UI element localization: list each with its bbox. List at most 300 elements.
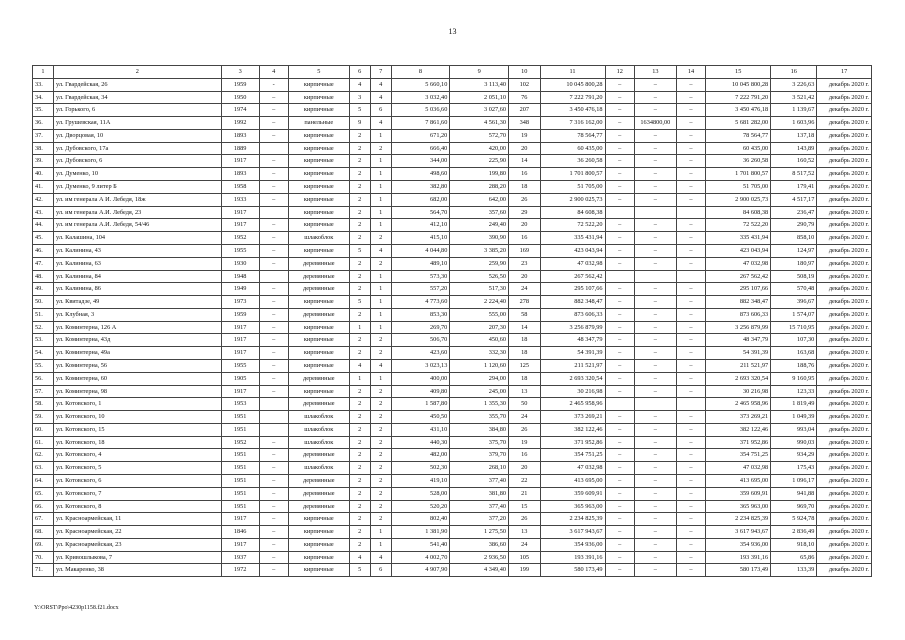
table-cell: – bbox=[676, 91, 705, 104]
table-cell: – bbox=[676, 385, 705, 398]
table-cell: декабрь 2020 г. bbox=[817, 436, 872, 449]
table-cell: ул. Дубовского, 17а bbox=[53, 142, 221, 155]
table-row bbox=[33, 526, 872, 539]
table-row bbox=[33, 283, 872, 296]
table-cell: 1917 bbox=[221, 385, 259, 398]
table-cell: 2 bbox=[370, 385, 391, 398]
table-cell: 63. bbox=[33, 462, 54, 475]
table-cell: 64. bbox=[33, 475, 54, 488]
table-cell: 1 bbox=[370, 526, 391, 539]
table-cell: 423,60 bbox=[391, 347, 450, 360]
table-cell: 2 bbox=[349, 129, 370, 142]
table-cell: 72 522,20 bbox=[706, 219, 771, 232]
table-cell: 29 bbox=[509, 206, 540, 219]
table-cell: – bbox=[259, 129, 288, 142]
table-row bbox=[33, 411, 872, 424]
table-cell bbox=[259, 142, 288, 155]
table-cell: – bbox=[634, 449, 676, 462]
table-cell: декабрь 2020 г. bbox=[817, 270, 872, 283]
table-cell: 2 465 958,96 bbox=[706, 398, 771, 411]
table-cell: 1 bbox=[370, 193, 391, 206]
table-cell bbox=[676, 398, 705, 411]
table-cell: – bbox=[259, 385, 288, 398]
table-cell: 918,10 bbox=[771, 538, 817, 551]
table-cell: 1 bbox=[370, 321, 391, 334]
table-cell: 68. bbox=[33, 526, 54, 539]
table-cell: 34. bbox=[33, 91, 54, 104]
column-header: 4 bbox=[259, 66, 288, 79]
table-cell: 2 bbox=[370, 398, 391, 411]
table-header-row bbox=[33, 66, 872, 79]
table-cell: 335 431,94 bbox=[706, 232, 771, 245]
table-cell: 4 bbox=[370, 78, 391, 91]
table-cell: 16 bbox=[509, 232, 540, 245]
table-cell: декабрь 2020 г. bbox=[817, 372, 872, 385]
table-row bbox=[33, 257, 872, 270]
table-cell: – bbox=[676, 436, 705, 449]
table-cell: 48. bbox=[33, 270, 54, 283]
table-cell: 71. bbox=[33, 564, 54, 577]
table-cell: 3 256 879,99 bbox=[706, 321, 771, 334]
table-cell: деревянные bbox=[288, 449, 349, 462]
table-cell: ул. Думенко, 9 литер Б bbox=[53, 181, 221, 194]
table-cell: 1917 bbox=[221, 155, 259, 168]
table-cell: – bbox=[259, 513, 288, 526]
table-cell: 19 bbox=[509, 436, 540, 449]
table-cell: 26 bbox=[509, 193, 540, 206]
table-cell: 72 522,20 bbox=[540, 219, 605, 232]
table-cell: 450,50 bbox=[391, 411, 450, 424]
table-cell: 1955 bbox=[221, 244, 259, 257]
table-cell: 4 bbox=[370, 551, 391, 564]
table-cell: 30 216,98 bbox=[540, 385, 605, 398]
table-cell: – bbox=[259, 347, 288, 360]
table-cell: декабрь 2020 г. bbox=[817, 244, 872, 257]
table-row bbox=[33, 219, 872, 232]
table-cell: 19 bbox=[509, 129, 540, 142]
table-cell: 1 bbox=[370, 219, 391, 232]
table-cell: ул. Котовского, 5 bbox=[53, 462, 221, 475]
table-cell: декабрь 2020 г. bbox=[817, 526, 872, 539]
table-cell: 41. bbox=[33, 181, 54, 194]
table-cell: шлакоблок bbox=[288, 411, 349, 424]
table-cell: ул. им генерала А.И. Лебедя, 23 bbox=[53, 206, 221, 219]
table-cell: – bbox=[676, 232, 705, 245]
table-cell: 137,18 bbox=[771, 129, 817, 142]
table-cell: 1933 bbox=[221, 193, 259, 206]
table-cell: – bbox=[605, 117, 634, 130]
table-cell: – bbox=[605, 155, 634, 168]
table-cell: – bbox=[605, 423, 634, 436]
table-cell: 557,20 bbox=[391, 283, 450, 296]
table-cell: – bbox=[634, 411, 676, 424]
table-cell: – bbox=[676, 296, 705, 309]
table-cell: 386,60 bbox=[450, 538, 509, 551]
table-cell: 2 bbox=[349, 308, 370, 321]
housing-table bbox=[32, 65, 872, 577]
table-cell: 62. bbox=[33, 449, 54, 462]
table-cell: ул. Калинина, 84 bbox=[53, 270, 221, 283]
table-cell: 70. bbox=[33, 551, 54, 564]
table-cell: декабрь 2020 г. bbox=[817, 283, 872, 296]
table-cell: – bbox=[259, 308, 288, 321]
table-cell: – bbox=[634, 372, 676, 385]
table-cell: 15 710,95 bbox=[771, 321, 817, 334]
table-cell: – bbox=[634, 78, 676, 91]
table-cell: 20 bbox=[509, 219, 540, 232]
table-cell: – bbox=[605, 308, 634, 321]
table-cell: 180,97 bbox=[771, 257, 817, 270]
table-cell: декабрь 2020 г. bbox=[817, 91, 872, 104]
table-cell: 259,90 bbox=[450, 257, 509, 270]
table-cell: 934,29 bbox=[771, 449, 817, 462]
table-cell: – bbox=[676, 449, 705, 462]
table-cell: декабрь 2020 г. bbox=[817, 513, 872, 526]
table-cell: 4 bbox=[370, 359, 391, 372]
table-cell: 193 391,16 bbox=[540, 551, 605, 564]
table-row bbox=[33, 142, 872, 155]
table-cell: кирпичные bbox=[288, 564, 349, 577]
table-cell: 1846 bbox=[221, 526, 259, 539]
table-cell: кирпичные bbox=[288, 78, 349, 91]
table-cell: ул. Котовского, 6 bbox=[53, 475, 221, 488]
table-cell: декабрь 2020 г. bbox=[817, 117, 872, 130]
table-cell: 382 122,46 bbox=[540, 423, 605, 436]
table-cell: 26 bbox=[509, 423, 540, 436]
table-cell: 2 bbox=[349, 398, 370, 411]
table-cell: 4 bbox=[349, 359, 370, 372]
table-cell: 9 bbox=[349, 117, 370, 130]
table-cell: 882 348,47 bbox=[706, 296, 771, 309]
table-cell: ул. Калашина, 104 bbox=[53, 232, 221, 245]
table-cell: – bbox=[634, 257, 676, 270]
table-cell: 1917 bbox=[221, 206, 259, 219]
table-cell: – bbox=[676, 423, 705, 436]
table-cell: ул. Калинина, 63 bbox=[53, 257, 221, 270]
column-header: 6 bbox=[349, 66, 370, 79]
table-cell: – bbox=[259, 334, 288, 347]
table-cell: 50 bbox=[509, 398, 540, 411]
table-cell: 1948 bbox=[221, 270, 259, 283]
table-cell: 2 465 958,96 bbox=[540, 398, 605, 411]
table-cell: декабрь 2020 г. bbox=[817, 308, 872, 321]
table-cell: 1917 bbox=[221, 538, 259, 551]
table-cell: 375,70 bbox=[450, 436, 509, 449]
table-cell: ул. Кривошлыкова, 7 bbox=[53, 551, 221, 564]
table-cell: 56. bbox=[33, 372, 54, 385]
table-cell: 50. bbox=[33, 296, 54, 309]
table-cell: ул. Котовского, 1 bbox=[53, 398, 221, 411]
table-cell: – bbox=[634, 347, 676, 360]
table-cell: 5 bbox=[349, 296, 370, 309]
table-cell: 58 bbox=[509, 308, 540, 321]
table-cell: – bbox=[605, 168, 634, 181]
table-cell: 6 bbox=[370, 104, 391, 117]
column-header: 15 bbox=[706, 66, 771, 79]
table-cell: 2 bbox=[349, 257, 370, 270]
table-cell: декабрь 2020 г. bbox=[817, 475, 872, 488]
table-cell: 47 032,98 bbox=[540, 257, 605, 270]
table-cell: 502,30 bbox=[391, 462, 450, 475]
table-row bbox=[33, 449, 872, 462]
table-body bbox=[33, 78, 872, 576]
table-cell: 2 bbox=[370, 142, 391, 155]
table-cell: кирпичные bbox=[288, 385, 349, 398]
table-cell: – bbox=[676, 321, 705, 334]
table-cell: – bbox=[634, 168, 676, 181]
table-cell: 267 562,42 bbox=[540, 270, 605, 283]
table-cell: 4 907,90 bbox=[391, 564, 450, 577]
table-cell: декабрь 2020 г. bbox=[817, 104, 872, 117]
table-row bbox=[33, 513, 872, 526]
table-cell bbox=[634, 270, 676, 283]
table-row bbox=[33, 232, 872, 245]
table-cell: 1955 bbox=[221, 359, 259, 372]
table-cell: 3 450 476,18 bbox=[706, 104, 771, 117]
table-cell: 682,00 bbox=[391, 193, 450, 206]
table-row bbox=[33, 475, 872, 488]
table-cell: 43. bbox=[33, 206, 54, 219]
table-cell: 1 bbox=[370, 206, 391, 219]
table-cell: 969,70 bbox=[771, 500, 817, 513]
table-cell: ул. Котовского, 4 bbox=[53, 449, 221, 462]
column-header: 8 bbox=[391, 66, 450, 79]
table-cell: ул. Котовского, 10 bbox=[53, 411, 221, 424]
table-cell: 3 032,40 bbox=[391, 91, 450, 104]
table-cell: кирпичные bbox=[288, 244, 349, 257]
table-cell: 379,70 bbox=[450, 449, 509, 462]
table-cell: декабрь 2020 г. bbox=[817, 462, 872, 475]
table-cell: 3 bbox=[349, 91, 370, 104]
table-cell: 295 107,66 bbox=[706, 283, 771, 296]
table-cell: 7 222 791,20 bbox=[706, 91, 771, 104]
table-cell: кирпичные bbox=[288, 538, 349, 551]
table-cell: 10 045 800,28 bbox=[540, 78, 605, 91]
table-cell: 1917 bbox=[221, 321, 259, 334]
table-row bbox=[33, 436, 872, 449]
table-cell: – bbox=[676, 334, 705, 347]
table-cell: 4 bbox=[370, 117, 391, 130]
table-cell: декабрь 2020 г. bbox=[817, 398, 872, 411]
table-cell: – bbox=[634, 232, 676, 245]
table-cell: – bbox=[605, 244, 634, 257]
table-cell: 18 bbox=[509, 372, 540, 385]
table-cell: ул. Дворцовая, 10 bbox=[53, 129, 221, 142]
table-cell: 3 023,13 bbox=[391, 359, 450, 372]
table-cell: декабрь 2020 г. bbox=[817, 359, 872, 372]
table-cell: кирпичные bbox=[288, 129, 349, 142]
table-cell: ул. Калинина, 86 bbox=[53, 283, 221, 296]
table-cell: ул. Коминтерна, 60 bbox=[53, 372, 221, 385]
table-cell: – bbox=[259, 104, 288, 117]
table-cell: кирпичные bbox=[288, 296, 349, 309]
table-cell: 858,10 bbox=[771, 232, 817, 245]
table-cell: 1 bbox=[370, 168, 391, 181]
table-cell: 269,70 bbox=[391, 321, 450, 334]
table-cell: – bbox=[259, 372, 288, 385]
table-cell: 1 355,30 bbox=[450, 398, 509, 411]
table-cell: 1959 bbox=[221, 308, 259, 321]
table-cell: 2 bbox=[349, 168, 370, 181]
table-cell: ул. Гвардейская, 26 bbox=[53, 78, 221, 91]
table-cell: 58. bbox=[33, 398, 54, 411]
table-cell: 1937 bbox=[221, 551, 259, 564]
table-cell: кирпичные bbox=[288, 321, 349, 334]
table-cell: ул. Коминтерна, 56 bbox=[53, 359, 221, 372]
table-cell: 396,67 bbox=[771, 296, 817, 309]
table-cell: 420,00 bbox=[450, 142, 509, 155]
table-row bbox=[33, 104, 872, 117]
column-header: 1 bbox=[33, 66, 54, 79]
table-cell: 431,10 bbox=[391, 423, 450, 436]
table-cell: – bbox=[605, 181, 634, 194]
table-cell: декабрь 2020 г. bbox=[817, 142, 872, 155]
table-cell: 54 391,39 bbox=[706, 347, 771, 360]
table-cell: 48 347,79 bbox=[540, 334, 605, 347]
table-cell: 355,70 bbox=[450, 411, 509, 424]
table-cell: 882 348,47 bbox=[540, 296, 605, 309]
table-cell: 2 bbox=[370, 449, 391, 462]
table-row bbox=[33, 487, 872, 500]
table-cell: 44. bbox=[33, 219, 54, 232]
table-cell: 3 027,60 bbox=[450, 104, 509, 117]
table-cell: кирпичные bbox=[288, 334, 349, 347]
table-cell: 7 316 162,00 bbox=[540, 117, 605, 130]
table-cell: декабрь 2020 г. bbox=[817, 551, 872, 564]
table-cell: 335 431,94 bbox=[540, 232, 605, 245]
table-cell: 60. bbox=[33, 423, 54, 436]
column-header: 3 bbox=[221, 66, 259, 79]
table-cell: 4 bbox=[349, 551, 370, 564]
table-cell: 450,60 bbox=[450, 334, 509, 347]
table-cell: 57. bbox=[33, 385, 54, 398]
table-cell: – bbox=[676, 372, 705, 385]
table-cell: 2 bbox=[370, 487, 391, 500]
table-cell: – bbox=[634, 244, 676, 257]
table-cell: – bbox=[634, 321, 676, 334]
table-cell: ул. Квитадзе, 49 bbox=[53, 296, 221, 309]
table-cell: 1951 bbox=[221, 487, 259, 500]
table-row bbox=[33, 564, 872, 577]
table-cell: – bbox=[634, 359, 676, 372]
table-cell: – bbox=[605, 538, 634, 551]
table-cell: декабрь 2020 г. bbox=[817, 334, 872, 347]
table-cell: – bbox=[676, 193, 705, 206]
table-cell: 123,33 bbox=[771, 385, 817, 398]
table-cell: 37. bbox=[33, 129, 54, 142]
table-cell: 1 381,90 bbox=[391, 526, 450, 539]
table-cell: 18 bbox=[509, 334, 540, 347]
table-cell: – bbox=[676, 104, 705, 117]
table-row bbox=[33, 244, 872, 257]
table-cell: 506,70 bbox=[391, 334, 450, 347]
table-cell: шлакоблок bbox=[288, 232, 349, 245]
table-cell: 78 564,77 bbox=[540, 129, 605, 142]
table-cell: шлакоблок bbox=[288, 462, 349, 475]
table-cell: панельные bbox=[288, 117, 349, 130]
table-cell: 4 561,30 bbox=[450, 117, 509, 130]
table-cell: декабрь 2020 г. bbox=[817, 219, 872, 232]
table-cell: 125 bbox=[509, 359, 540, 372]
table-cell: 76 bbox=[509, 91, 540, 104]
table-cell: 15 bbox=[509, 500, 540, 513]
table-row bbox=[33, 308, 872, 321]
table-cell: ул. Калинина, 43 bbox=[53, 244, 221, 257]
table-cell: 13 bbox=[509, 385, 540, 398]
table-cell: 5 bbox=[349, 244, 370, 257]
table-cell: 2 900 025,73 bbox=[540, 193, 605, 206]
table-cell: 6 bbox=[370, 564, 391, 577]
table-cell: 373 269,21 bbox=[706, 411, 771, 424]
table-cell: – bbox=[259, 257, 288, 270]
table-cell: 26 bbox=[509, 513, 540, 526]
table-cell: 2 bbox=[349, 462, 370, 475]
table-cell: 1917 bbox=[221, 219, 259, 232]
table-cell: 2 693 320,54 bbox=[540, 372, 605, 385]
column-header: 5 bbox=[288, 66, 349, 79]
table-cell: 517,30 bbox=[450, 283, 509, 296]
table-cell: 4 517,17 bbox=[771, 193, 817, 206]
table-cell: 66. bbox=[33, 500, 54, 513]
table-cell: ул. Котовского, 15 bbox=[53, 423, 221, 436]
table-cell: 23 bbox=[509, 257, 540, 270]
table-cell: 413 695,00 bbox=[706, 475, 771, 488]
table-cell: 2 bbox=[370, 411, 391, 424]
table-cell: 2 bbox=[349, 500, 370, 513]
table-cell: ул. Коминтерна, 49а bbox=[53, 347, 221, 360]
table-cell: декабрь 2020 г. bbox=[817, 423, 872, 436]
table-cell: 2 bbox=[370, 334, 391, 347]
table-cell: – bbox=[259, 475, 288, 488]
table-cell: 1 096,17 bbox=[771, 475, 817, 488]
table-cell: – bbox=[676, 78, 705, 91]
table-cell: – bbox=[259, 321, 288, 334]
table-cell: 133,39 bbox=[771, 564, 817, 577]
table-row bbox=[33, 193, 872, 206]
table-cell: 84 608,38 bbox=[706, 206, 771, 219]
table-cell: 107,30 bbox=[771, 334, 817, 347]
table-cell: 1 701 800,57 bbox=[540, 168, 605, 181]
table-cell: ул. Гвардейская, 34 bbox=[53, 91, 221, 104]
table-cell: декабрь 2020 г. bbox=[817, 385, 872, 398]
table-row bbox=[33, 181, 872, 194]
table-cell: 1930 bbox=[221, 257, 259, 270]
table-cell: – bbox=[605, 78, 634, 91]
table-cell: декабрь 2020 г. bbox=[817, 168, 872, 181]
table-cell: – bbox=[676, 462, 705, 475]
table-cell: 2 bbox=[370, 475, 391, 488]
table-cell: 1 bbox=[370, 308, 391, 321]
table-cell: 1953 bbox=[221, 398, 259, 411]
table-cell: 1 701 800,57 bbox=[706, 168, 771, 181]
table-cell: 5 924,78 bbox=[771, 513, 817, 526]
table-cell: 4 bbox=[370, 244, 391, 257]
table-cell: – bbox=[259, 449, 288, 462]
table-cell: 4 773,60 bbox=[391, 296, 450, 309]
table-cell: 413 695,00 bbox=[540, 475, 605, 488]
table-cell: 2 bbox=[349, 155, 370, 168]
table-cell: 2 bbox=[349, 270, 370, 283]
table-cell: – bbox=[634, 155, 676, 168]
table-cell: 400,00 bbox=[391, 372, 450, 385]
table-cell: 245,00 bbox=[450, 385, 509, 398]
table-cell bbox=[605, 398, 634, 411]
table-cell: – bbox=[259, 538, 288, 551]
table-cell: 572,70 bbox=[450, 129, 509, 142]
table-cell: 14 bbox=[509, 155, 540, 168]
table-cell: кирпичные bbox=[288, 168, 349, 181]
table-cell: 1 bbox=[349, 321, 370, 334]
